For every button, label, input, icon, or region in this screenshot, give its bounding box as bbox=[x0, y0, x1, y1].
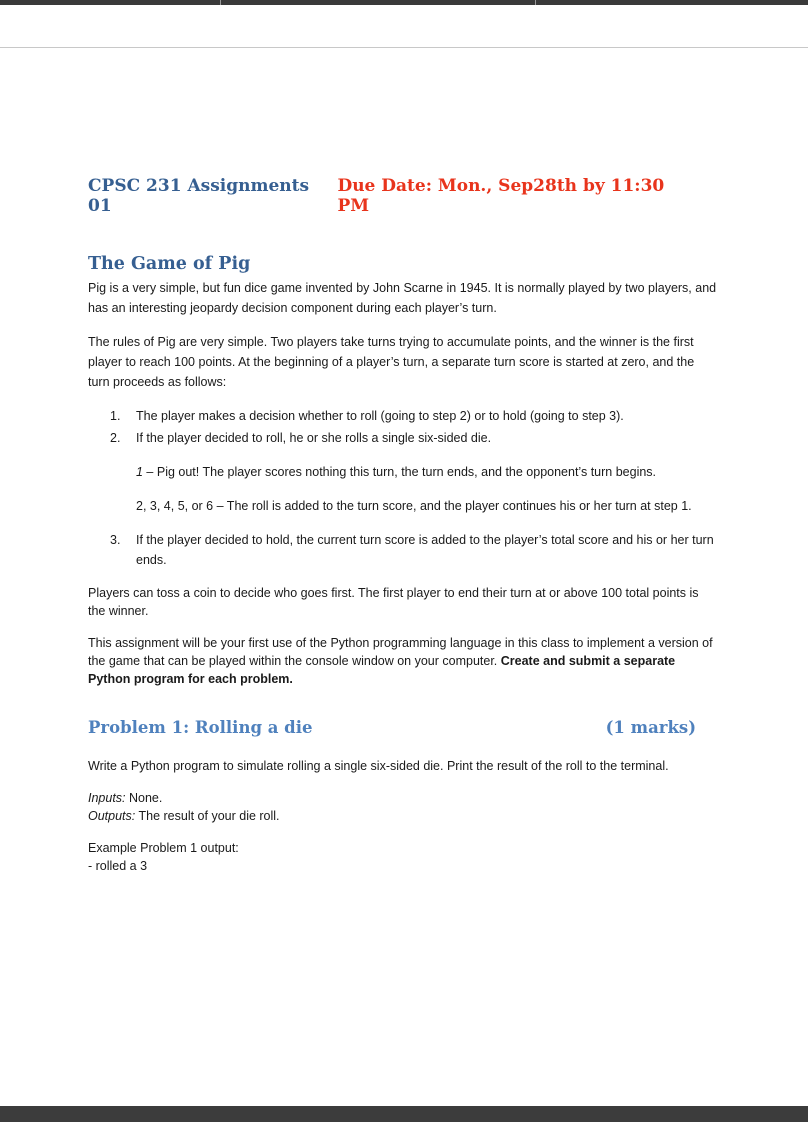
assignment-text: This assignment will be your first use of the Python programming language in this class to implement a version of the game that can be played within the console window on your computer. bbox=[88, 636, 713, 668]
list-item bbox=[88, 406, 718, 426]
outcome-text: – Pig out! The player scores nothing this turn, the turn ends, and the opponent’s turn begins. bbox=[142, 465, 657, 479]
list-text: If the player decided to hold, the current turn score is added to the player’s total score and his or her turn ends. bbox=[136, 533, 714, 567]
list-text: The player makes a decision whether to roll (going to step 2) or to hold (going to step 3). bbox=[136, 409, 624, 423]
outputs-line bbox=[88, 807, 718, 825]
list-number: 1. bbox=[110, 409, 121, 423]
document-page bbox=[88, 176, 718, 875]
top-bar-divider bbox=[220, 0, 221, 5]
list-number: 2. bbox=[110, 431, 121, 445]
outcome-lead: 1 bbox=[136, 465, 143, 479]
roll-outcome-add: 2, 3, 4, 5, or 6 – The roll is added to the turn score, and the player continues his or her turn at step 1. bbox=[136, 499, 692, 513]
list-item bbox=[88, 530, 718, 570]
example-label: Example Problem 1 output: bbox=[88, 841, 239, 855]
window-bottom-bar bbox=[0, 1106, 808, 1122]
turn-steps-list-continued bbox=[88, 530, 718, 570]
problem-marks: (1 marks) bbox=[605, 718, 696, 737]
top-bar-divider bbox=[535, 0, 536, 5]
inputs-value: None. bbox=[125, 791, 163, 805]
title-row bbox=[88, 176, 700, 216]
example-output: - rolled a 3 bbox=[88, 859, 148, 873]
inputs-line bbox=[88, 789, 718, 807]
coin-toss-paragraph: Players can toss a coin to decide who goes first. The first player to end their turn at or above 100 total points is the winner. bbox=[88, 586, 699, 618]
window-top-bar bbox=[0, 0, 808, 5]
assignment-paragraph bbox=[88, 634, 718, 688]
section-heading-game-of-pig: The Game of Pig bbox=[88, 254, 251, 274]
inputs-label: Inputs: bbox=[88, 791, 126, 805]
problem-heading-row bbox=[88, 718, 696, 737]
page-header-rule bbox=[0, 47, 808, 48]
assignment-bold-text: Create and submit a separate Python program for each problem. bbox=[88, 654, 676, 686]
problem-title: Problem 1: Rolling a die bbox=[88, 718, 313, 737]
problem-description: Write a Python program to simulate rolling a single six-sided die. Print the result of the roll to the terminal. bbox=[88, 759, 669, 773]
turn-steps-list bbox=[88, 406, 718, 448]
outputs-label: Outputs: bbox=[88, 809, 136, 823]
intro-paragraph: Pig is a very simple, but fun dice game invented by John Scarne in 1945. It is normally played by two players, and has an interesting jeopardy decision component during each player’s turn. bbox=[88, 281, 717, 315]
list-item bbox=[88, 428, 718, 448]
list-text: If the player decided to roll, he or she rolls a single six-sided die. bbox=[136, 431, 492, 445]
list-number: 3. bbox=[110, 533, 121, 547]
course-title: CPSC 231 Assignments 01 bbox=[88, 176, 310, 216]
roll-outcome-pig-out bbox=[88, 462, 718, 482]
outputs-value: The result of your die roll. bbox=[135, 809, 280, 823]
due-date: Due Date: Mon., Sep28th by 11:30 PM bbox=[337, 176, 665, 216]
rules-paragraph: The rules of Pig are very simple. Two players take turns trying to accumulate points, and the winner is the first player to reach 100 points. At the beginning of a player’s turn, a separate turn score is started at zero, and the turn proceeds as follows: bbox=[88, 335, 695, 389]
